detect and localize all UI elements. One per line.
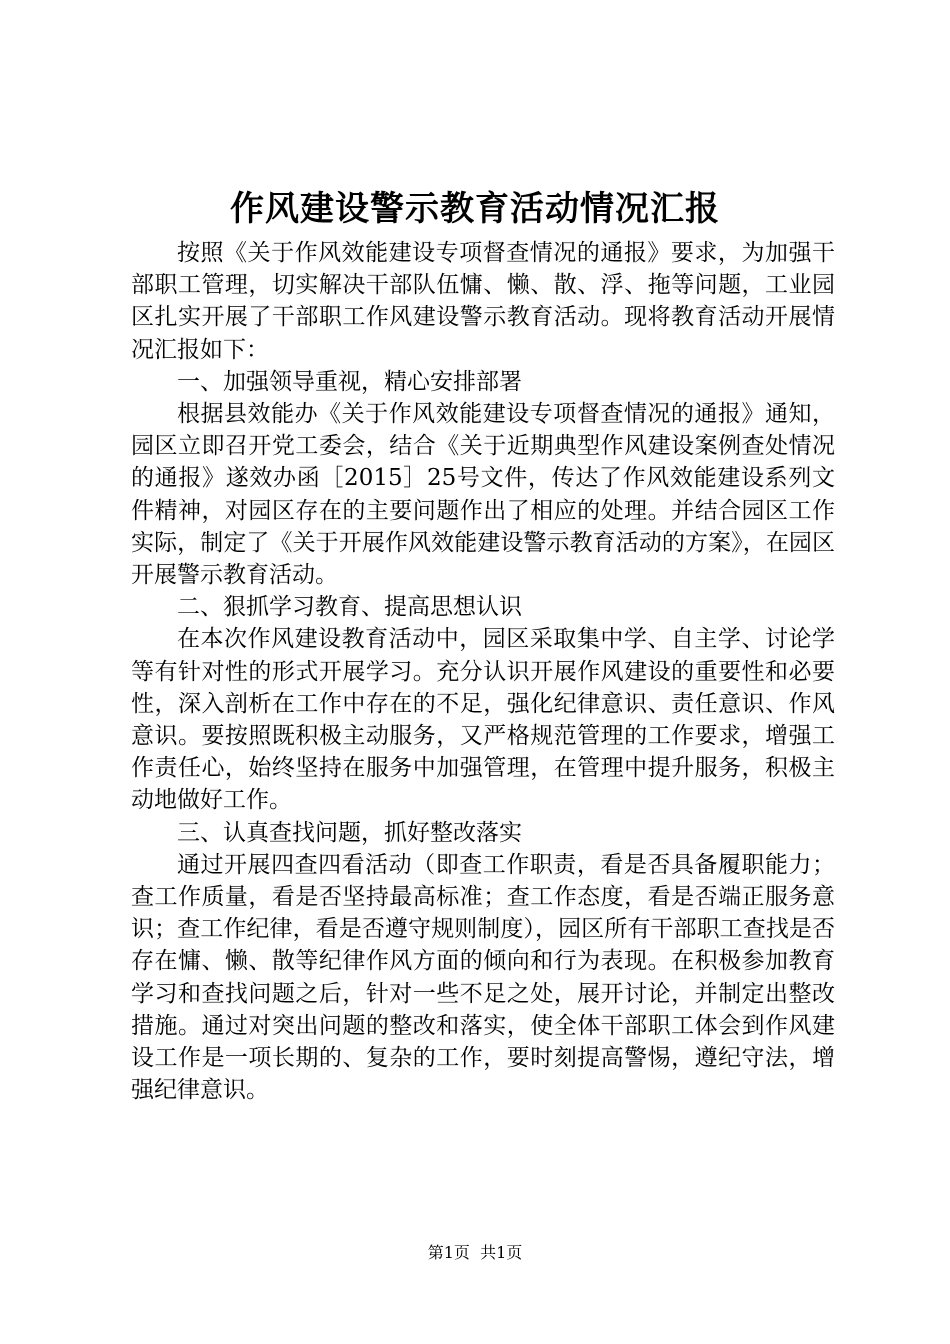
section-heading-1: 一、加强领导重视，精心安排部署 [177,368,522,395]
intro-paragraph: 按照《关于作风效能建设专项督查情况的通报》要求，为加强干部职工管理，切实解决干部队伍慵、懒、散、浮、拖等问题，工业园区扎实开展了干部职工作风建设警示教育活动。现将教育活动开展情况汇报如下： [131,240,835,363]
page-number: 第1页 [427,1243,470,1262]
page-total: 共1页 [480,1243,523,1262]
page-footer [0,1242,950,1264]
section-1-paragraph: 根据县效能办《关于作风效能建设专项督查情况的通报》通知，园区立即召开党工委会，结合《关于近期典型作风建设案例查处情况的通报》遂效办函［2015］25号文件，传达了作风效能建设系列文件精神，对园区存在的主要问题作出了相应的处理。并结合园区工作实际，制定了《关于开展作风效能建设警示教育活动的方案》，在园区开展警示教育活动。 [131,401,835,589]
document-title: 作风建设警示教育活动情况汇报 [230,189,720,229]
section-heading-2: 二、狠抓学习教育、提高思想认识 [177,594,522,621]
section-3-paragraph: 通过开展四查四看活动（即查工作职责，看是否具备履职能力；查工作质量，看是否坚持最高标准；查工作态度，看是否端正服务意识；查工作纪律，看是否遵守规则制度），园区所有干部职工查找是否存在慵、懒、散等纪律作风方面的倾向和行为表现。在积极参加教育学习和查找问题之后，针对一些不足之处，展开讨论，并制定出整改措施。通过对突出问题的整改和落实，使全体干部职工体会到作风建设工作是一项长期的、复杂的工作，要时刻提高警惕，遵纪守法，增强纪律意识。 [131,851,835,1104]
section-2-paragraph: 在本次作风建设教育活动中，园区采取集中学、自主学、讨论学等有针对性的形式开展学习。充分认识开展作风建设的重要性和必要性，深入剖析在工作中存在的不足，强化纪律意识、责任意识、作风意识。要按照既积极主动服务，又严格规范管理的工作要求，增强工作责任心，始终坚持在服务中加强管理，在管理中提升服务，积极主动地做好工作。 [131,626,835,814]
document-body [131,237,835,1106]
section-heading-3: 三、认真查找问题，抓好整改落实 [177,819,522,846]
